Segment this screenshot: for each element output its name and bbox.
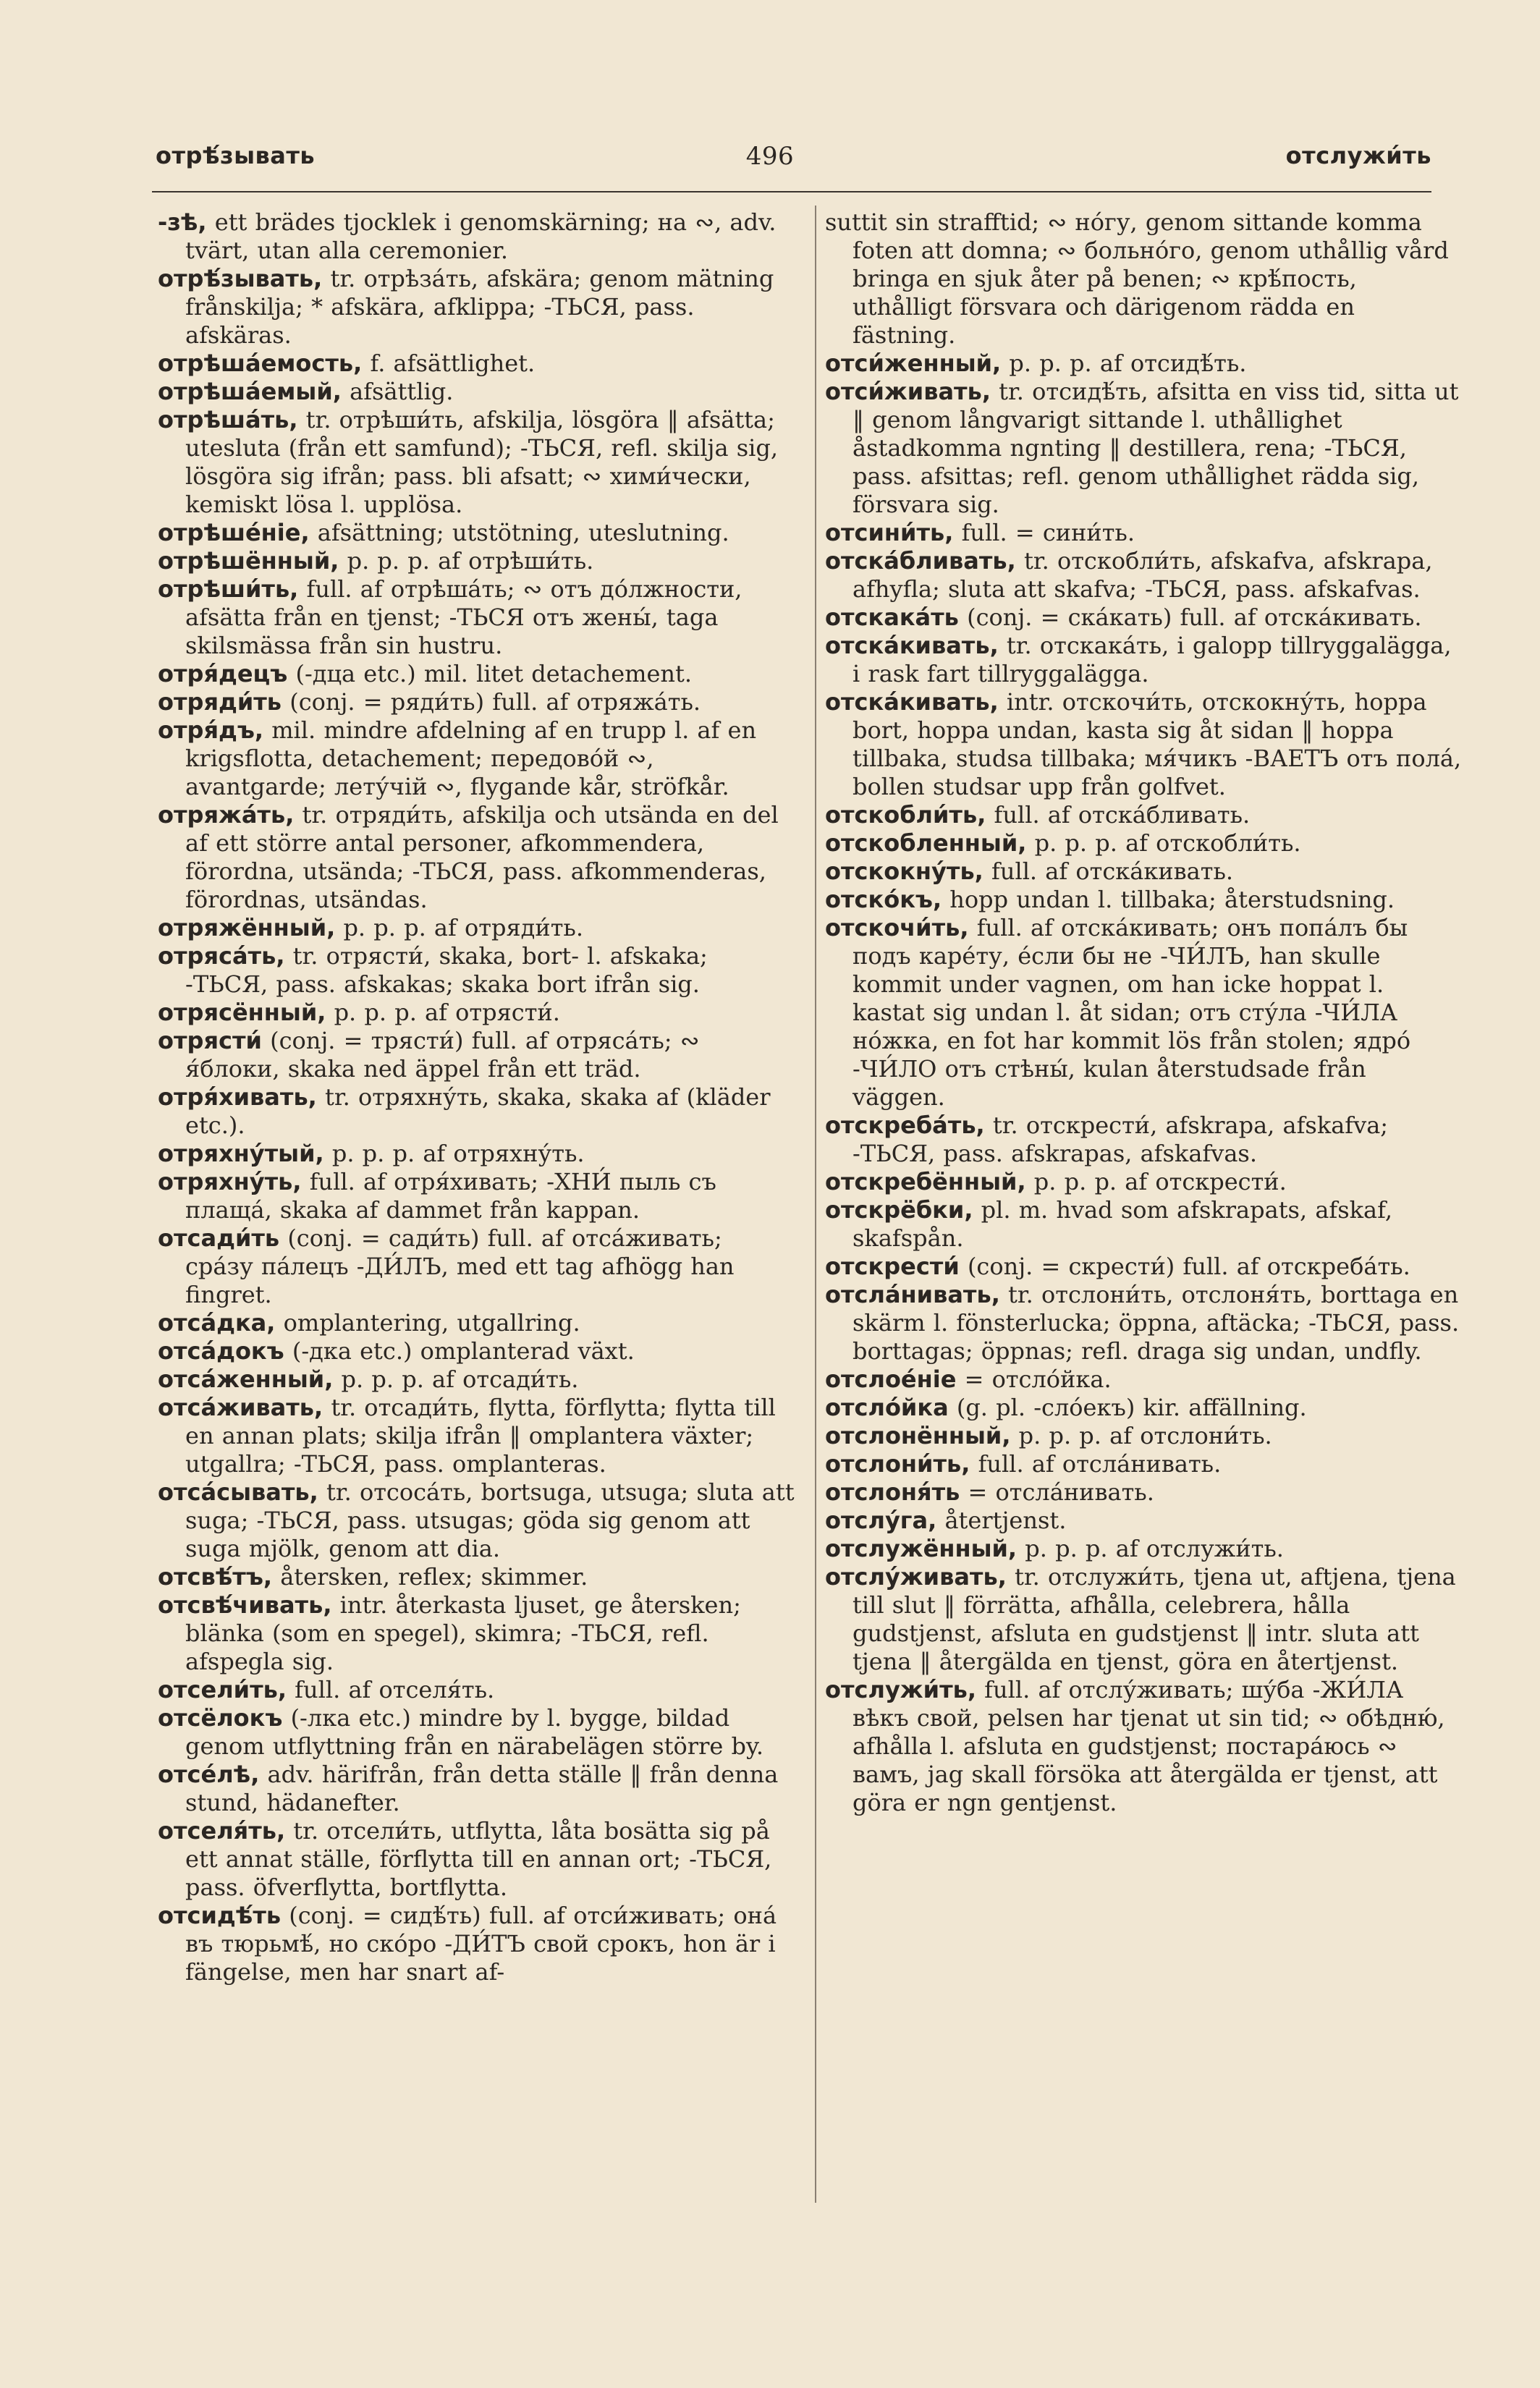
entry-definition: tr. отсоса́ть, bortsuga, utsuga; sluta att suga; -ТЬСЯ, pass. utsugas; göda sig genom att suga mjölk, genom att dia.: [185, 1478, 795, 1562]
entry-headword: отслу́живать,: [825, 1563, 1007, 1591]
entry-headword: отслу́га,: [825, 1507, 937, 1534]
dictionary-entry: [825, 1478, 1462, 1507]
dictionary-entry: [825, 1450, 1462, 1478]
entry-headword: отско́къ,: [825, 886, 942, 913]
entry-headword: отслужи́ть,: [825, 1676, 976, 1703]
entry-definition: full. af отска́бливать.: [994, 801, 1251, 829]
entry-headword: отсвѣ́тъ,: [158, 1563, 273, 1591]
entry-definition: full. af отря́хивать; -ХНИ́ пыль съ плаща́, skaka af dammet från kappan.: [185, 1168, 716, 1224]
entry-definition: (conj. = сади́ть) full. af отса́живать; сра́зу па́лецъ -ДИ́ЛЪ, med ett tag afhögg han fingret.: [185, 1224, 735, 1308]
dictionary-entry: [158, 1591, 795, 1676]
dictionary-entry: [825, 1563, 1462, 1676]
dictionary-entry: [158, 942, 795, 999]
header-left-guide-word: отрѣ́зывать: [156, 142, 316, 169]
dictionary-entry: [825, 1366, 1462, 1394]
entry-definition: ett brädes tjocklek i genomskärning; на ∾, adv. tvärt, utan alla ceremonier.: [185, 208, 777, 264]
entry-definition: pl. m. hvad som afskrapats, afskaf, skafspån.: [852, 1196, 1392, 1252]
entry-headword: отрѣ́зывать,: [158, 265, 323, 292]
entry-headword: отсади́ть: [158, 1224, 280, 1252]
entry-definition: p. p. p. af отряди́ть.: [343, 914, 583, 941]
entry-definition: tr. отсидѣ́ть, afsitta en viss tid, sitta ut ‖ genom långvarigt sittande l. uthållighet åstadkomma ngnting ‖ destillera, rena; -ТЬСЯ, pass. afsittas; refl. genom uthållighet rädda sig, försvara sig.: [852, 378, 1459, 518]
entry-headword: отря́децъ: [158, 660, 288, 687]
dictionary-entry: [825, 378, 1462, 519]
entry-definition: = отсло́йка.: [964, 1366, 1112, 1393]
entry-definition: p. p. p. af отслони́ть.: [1018, 1422, 1272, 1449]
dictionary-entry: [158, 688, 795, 716]
dictionary-entry: [158, 1366, 795, 1394]
header-rule: [152, 191, 1431, 192]
dictionary-entry: [158, 1817, 795, 1902]
entry-headword: отряса́ть,: [158, 942, 285, 970]
entry-headword: отскрёбки,: [825, 1196, 973, 1224]
entry-definition: full. af отслу́живать; шу́ба -ЖИ́ЛА вѣкъ свой, pelsen har tjenat ut sin tid; ∾ обѣдню́, afhålla l. afsluta en gudstjenst; постара́юсь ∾ вамъ, jag skall försöka att återgälda er tjenst, att göra er ngn gentjenst.: [852, 1676, 1445, 1816]
entry-headword: отсла́нивать,: [825, 1281, 1000, 1308]
entry-headword: отска́кивать,: [825, 688, 999, 716]
entry-headword: отси́живать,: [825, 378, 991, 405]
dictionary-entry: [158, 547, 795, 575]
entry-headword: отсвѣ́чивать,: [158, 1591, 332, 1619]
entry-headword: отрѣше́ніе,: [158, 519, 310, 546]
left-column: [158, 208, 795, 1986]
dictionary-entry: [825, 519, 1462, 547]
dictionary-entry: [158, 1083, 795, 1140]
entry-headword: отскобли́ть,: [825, 801, 986, 829]
dictionary-entry: [825, 350, 1462, 378]
dictionary-entry: [825, 801, 1462, 829]
dictionary-entry: [158, 1140, 795, 1168]
entry-definition: p. p. p. af отсади́ть.: [341, 1366, 579, 1393]
entry-definition: full. = сини́ть.: [961, 519, 1135, 546]
dictionary-entry: [825, 1676, 1462, 1817]
dictionary-entry: [158, 914, 795, 942]
entry-headword: отска́бливать,: [825, 547, 1016, 575]
entry-definition: (-дца etc.) mil. litet detachement.: [295, 660, 693, 687]
entry-headword: отрясти́: [158, 1027, 262, 1054]
entry-definition: tr. отскобли́ть, afskafva, afskrapa, afhyfla; sluta att skafva; -ТЬСЯ, pass. afskafvas.: [852, 547, 1433, 603]
entry-definition: full. af отрѣша́ть; ∾ отъ до́лжности, afsätta från en tjenst; -ТЬСЯ отъ жены́, taga skilsmässa från sin hustru.: [185, 575, 742, 659]
entry-headword: отсло́йка: [825, 1394, 949, 1421]
dictionary-entry: [158, 1224, 795, 1309]
entry-headword: отряхну́тый,: [158, 1140, 324, 1167]
entry-headword: отси́женный,: [825, 350, 1002, 377]
entry-definition: intr. отскочи́ть, отскокну́ть, hoppa bort, hoppa undan, kasta sig åt sidan ‖ hoppa tillbaka, studsa tillbaka; мя́чикъ -ВАЕТЪ отъ пола́, bollen studsar upp från golfvet.: [852, 688, 1462, 800]
entry-headword: отскочи́ть,: [825, 914, 969, 941]
entry-definition: tr. отряхну́ть, skaka, skaka af (kläder etc.).: [185, 1083, 771, 1139]
dictionary-entry: [825, 1422, 1462, 1450]
dictionary-entry: [158, 1704, 795, 1761]
entry-definition: p. p. p. af отряхну́ть.: [331, 1140, 585, 1167]
entry-definition: (conj. = ска́кать) full. af отска́кивать.: [967, 604, 1422, 631]
entry-definition: suttit sin strafftid; ∾ но́гу, genom sittande komma foten att domna; ∾ больно́го, genom uthållig vård bringa en sjuk åter på benen; ∾ крѣ́пость, uthålligt försvara och därigenom rädda en fästning.: [825, 208, 1449, 349]
dictionary-entry: [158, 716, 795, 801]
entry-definition: full. af отска́кивать; онъ попа́лъ бы подъ каре́ту, е́сли бы не -ЧИ́ЛЪ, han skulle kommit under vagnen, om han icke hoppat l. kastat sig undan l. åt sidan; отъ сту́ла -ЧИ́ЛА но́жка, en fot har kommit lös från stolen; ядро́ -ЧИ́ЛО отъ стѣны́, kulan återstudsade från väggen.: [852, 914, 1411, 1111]
dictionary-entry: [825, 1394, 1462, 1422]
entry-definition: återtjenst.: [944, 1507, 1067, 1534]
entry-definition: tr. отслужи́ть, tjena ut, aftjena, tjena till slut ‖ förrätta, afhålla, celebrera, hålla gudstjenst, afsluta en gudstjenst ‖ intr. sluta att tjena ‖ återgälda en tjenst, göra en återtjenst.: [852, 1563, 1456, 1675]
dictionary-entry: [825, 1253, 1462, 1281]
entry-definition: tr. отслони́ть, отслоня́ть, borttaga en skärm l. fönsterlucka; öppna, aftäcka; -ТЬСЯ, pass. borttagas; öppnas; refl. draga sig undan, undfly.: [852, 1281, 1460, 1365]
dictionary-entry: [158, 1309, 795, 1337]
entry-definition: tr. отрѣза́ть, afskära; genom mätning frånskilja; * afskära, afklippa; -ТЬСЯ, pass. afskäras.: [185, 265, 774, 349]
dictionary-entry: [158, 1394, 795, 1478]
entry-definition: återsken, reflex; skimmer.: [280, 1563, 588, 1591]
entry-definition: p. p. p. af отслужи́ть.: [1025, 1535, 1284, 1562]
entry-headword: отскребённый,: [825, 1168, 1026, 1195]
entry-headword: отрѣши́ть,: [158, 575, 299, 603]
entry-headword: отсини́ть,: [825, 519, 954, 546]
dictionary-entry: [158, 208, 795, 265]
entry-headword: отрѣша́ть,: [158, 406, 298, 433]
dictionary-entry: [825, 688, 1462, 801]
entry-headword: отслонённый,: [825, 1422, 1011, 1449]
entry-headword: отрясённый,: [158, 999, 326, 1026]
entry-headword: отряди́ть: [158, 688, 282, 716]
dictionary-entry: [158, 265, 795, 350]
entry-headword: отскака́ть: [825, 604, 959, 631]
entry-definition: omplantering, utgallring.: [283, 1309, 580, 1337]
dictionary-entry: [158, 406, 795, 519]
entry-definition: tr. отскрести́, afskrapa, afskafva; -ТЬСЯ, pass. afskrapas, afskafvas.: [852, 1112, 1389, 1167]
entry-headword: отрѣша́емость,: [158, 350, 363, 377]
dictionary-entry: [158, 1337, 795, 1366]
entry-definition: hopp undan l. tillbaka; återstudsning.: [949, 886, 1395, 913]
right-column: [825, 208, 1462, 1817]
entry-headword: отскреба́ть,: [825, 1112, 985, 1139]
dictionary-entry: [158, 660, 795, 688]
dictionary-entry: [825, 1535, 1462, 1563]
entry-headword: отрѣшённый,: [158, 547, 339, 575]
entry-headword: отска́кивать,: [825, 632, 999, 659]
entry-headword: отсе́лѣ,: [158, 1761, 260, 1788]
entry-headword: отряхну́ть,: [158, 1168, 302, 1195]
entry-definition: f. afsättlighet.: [370, 350, 536, 377]
entry-headword: отса́живать,: [158, 1394, 323, 1421]
entry-headword: отслоня́ть: [825, 1478, 960, 1506]
entry-headword: отря́дъ,: [158, 716, 264, 744]
entry-definition: p. p. p. af отскобли́ть.: [1034, 829, 1301, 857]
entry-headword: отря́хивать,: [158, 1083, 317, 1111]
entry-definition: (g. pl. -сло́екъ) kir. affällning.: [956, 1394, 1307, 1421]
column-divider: [815, 206, 816, 2203]
dictionary-entry: [158, 1902, 795, 1986]
dictionary-entry: [825, 829, 1462, 858]
entry-definition: p. p. p. af отрясти́.: [334, 999, 560, 1026]
entry-definition: tr. отрѣши́ть, afskilja, lösgöra ‖ afsätta; utesluta (från ett samfund); -ТЬСЯ, refl. skilja sig, lösgöra sig ifrån; pass. bli afsatt; ∾ хими́чески, kemiskt lösa l. upplösa.: [185, 406, 778, 518]
dictionary-entry: [158, 575, 795, 660]
entry-headword: отряжённый,: [158, 914, 336, 941]
entry-definition: full. af отсла́нивать.: [978, 1450, 1222, 1478]
entry-definition: tr. отряди́ть, afskilja och utsända en del af ett större antal personer, afkommendera, förordna, utsända; -ТЬСЯ, pass. afkommenderas, förordnas, utsändas.: [185, 801, 779, 913]
entry-definition: adv. härifrån, från detta ställe ‖ från denna stund, hädanefter.: [185, 1761, 779, 1816]
entry-definition: mil. mindre afdelning af en trupp l. af en krigsflotta, detachement; передово́й ∾, avantgarde; лету́чій ∾, flygande kår, ströfkår.: [185, 716, 757, 800]
entry-definition: (conj. = трясти́) full. af отряса́ть; ∾ я́блоки, skaka ned äppel från ett träd.: [185, 1027, 700, 1083]
page-number: 496: [745, 142, 795, 171]
entry-headword: отсели́ть,: [158, 1676, 287, 1703]
entry-definition: tr. отсели́ть, utflytta, låta bosätta sig på ett annat ställe, förflytta till en annan ort; -ТЬСЯ, pass. öfverflytta, bortflytta.: [185, 1817, 772, 1901]
entry-definition: tr. отскака́ть, i galopp tillryggalägga, i rask fart tillryggalägga.: [852, 632, 1452, 687]
entry-definition: afsättlig.: [350, 378, 454, 405]
entry-headword: отса́сывать,: [158, 1478, 318, 1506]
entry-definition: tr. отрясти́, skaka, bort- l. afskaka; -ТЬСЯ, pass. afskakas; skaka bort ifrån sig.: [185, 942, 708, 998]
dictionary-entry: [825, 604, 1462, 632]
entry-definition: p. p. p. af отсидѣ́ть.: [1009, 350, 1247, 377]
entry-definition: intr. återkasta ljuset, ge återsken; blänka (som en spegel), skimra; -ТЬСЯ, refl. afspegla sig.: [185, 1591, 741, 1675]
entry-headword: -зѣ,: [158, 208, 207, 236]
entry-headword: отса́докъ: [158, 1337, 284, 1365]
dictionary-entry: [825, 632, 1462, 688]
dictionary-entry: [825, 1507, 1462, 1535]
entry-headword: отсёлокъ: [158, 1704, 283, 1732]
dictionary-entry: [825, 1196, 1462, 1253]
entry-headword: отскобленный,: [825, 829, 1027, 857]
dictionary-entry: [158, 1676, 795, 1704]
entry-definition: tr. отсади́ть, flytta, förflytta; flytta till en annan plats; skilja ifrån ‖ omplantera växter; utgallra; -ТЬСЯ, pass. omplanteras.: [185, 1394, 776, 1478]
dictionary-entry: [158, 1761, 795, 1817]
entry-headword: отскрести́: [825, 1253, 960, 1280]
dictionary-entry: [158, 519, 795, 547]
entry-headword: отслужённый,: [825, 1535, 1018, 1562]
entry-headword: отсидѣ́ть: [158, 1902, 282, 1929]
dictionary-entry: [158, 801, 795, 914]
dictionary-entry: [825, 547, 1462, 604]
dictionary-entry: [825, 208, 1462, 350]
entry-headword: отса́женный,: [158, 1366, 334, 1393]
entry-definition: p. p. p. af отскрести́.: [1033, 1168, 1287, 1195]
entry-definition: afsättning; utstötning, uteslutning.: [317, 519, 729, 546]
entry-headword: отскокну́ть,: [825, 858, 983, 885]
dictionary-entry: [825, 1281, 1462, 1366]
entry-headword: отслое́ніе: [825, 1366, 957, 1393]
entry-definition: full. af отска́кивать.: [991, 858, 1234, 885]
entry-headword: отряжа́ть,: [158, 801, 295, 829]
entry-headword: отселя́ть,: [158, 1817, 286, 1845]
dictionary-entry: [158, 1168, 795, 1224]
header-right-guide-word: отслужи́ть: [1285, 142, 1431, 169]
entry-definition: (-лка etc.) mindre by l. bygge, bildad genom utflyttning från en närabelägen större by.: [185, 1704, 763, 1760]
dictionary-entry: [158, 350, 795, 378]
entry-definition: (conj. = сидѣ́ть) full. af отси́живать; она́ въ тюрьмѣ́, но ско́ро -ДИ́ТЪ свой срокъ, hon är i fängelse, men har snart af-: [185, 1902, 777, 1986]
dictionary-entry: [158, 1478, 795, 1563]
dictionary-entry: [158, 378, 795, 406]
entry-definition: full. af отселя́ть.: [295, 1676, 495, 1703]
dictionary-entry: [825, 914, 1462, 1112]
dictionary-entry: [825, 858, 1462, 886]
entry-headword: отслони́ть,: [825, 1450, 970, 1478]
dictionary-entry: [158, 999, 795, 1027]
entry-definition: (conj. = скрести́) full. af отскреба́ть.: [967, 1253, 1410, 1280]
entry-definition: (-дка etc.) omplanterad växt.: [292, 1337, 635, 1365]
entry-definition: p. p. p. af отрѣши́ть.: [347, 547, 594, 575]
entry-headword: отса́дка,: [158, 1309, 276, 1337]
dictionary-entry: [158, 1027, 795, 1083]
dictionary-entry: [825, 1168, 1462, 1196]
entry-headword: отрѣша́емый,: [158, 378, 342, 405]
dictionary-entry: [158, 1563, 795, 1591]
dictionary-entry: [825, 886, 1462, 914]
dictionary-entry: [825, 1112, 1462, 1168]
entry-definition: (conj. = ряди́ть) full. af отряжа́ть.: [289, 688, 701, 716]
entry-definition: = отсла́нивать.: [968, 1478, 1154, 1506]
